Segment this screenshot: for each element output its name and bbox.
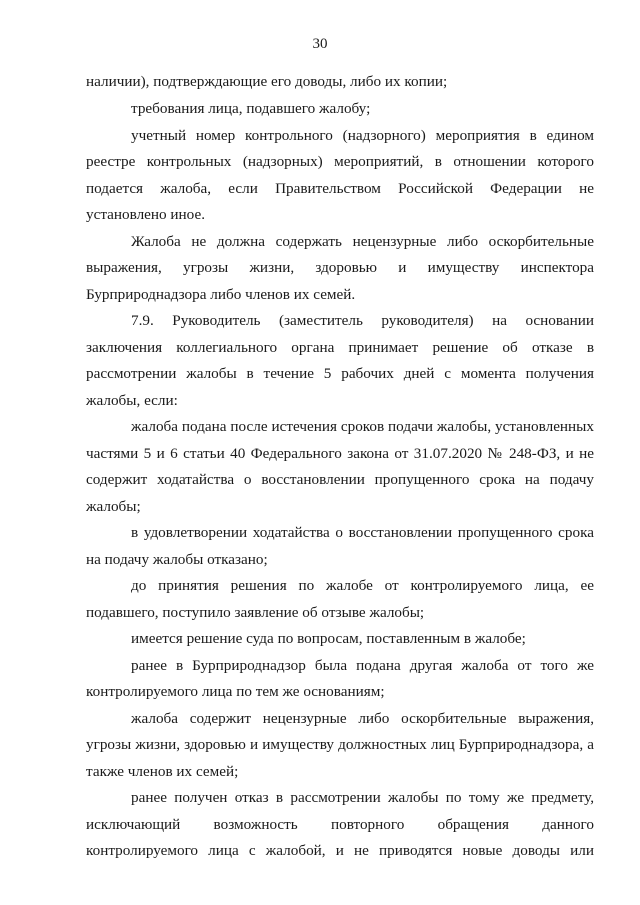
text-line: требования лица, подавшего жалобу;: [131, 100, 371, 117]
text-line: до принятия решения по жалобе от контролируемого лица, ее: [131, 577, 594, 594]
text-line: установлено иное.: [86, 206, 206, 223]
text-line: содержит ходатайства о восстановлении пропущенного срока на подачу: [86, 471, 594, 488]
text-line: наличии), подтверждающие его доводы, либо их копии;: [86, 73, 448, 90]
text-line: Жалоба не должна содержать нецензурные либо оскорбительные: [131, 233, 594, 250]
text-line: 7.9. Руководитель (заместитель руководителя) на основании: [131, 312, 594, 329]
text-line: учетный номер контрольного (надзорного) мероприятия в едином: [131, 127, 594, 144]
text-line: выражения, угрозы жизни, здоровью и имуществу инспектора: [86, 259, 594, 276]
text-line: подавшего, поступило заявление об отзыве жалобы;: [86, 604, 425, 621]
text-line: Бурприроднадзора либо членов их семей.: [86, 286, 356, 303]
text-line: ранее получен отказ в рассмотрении жалобы по тому же предмету,: [131, 789, 594, 806]
text-line: ранее в Бурприроднадзор была подана другая жалоба от того же: [131, 657, 594, 674]
text-line: жалобы;: [86, 498, 141, 515]
text-line: на подачу жалобы отказано;: [86, 551, 268, 568]
text-line: рассмотрении жалобы в течение 5 рабочих дней с момента получения: [86, 365, 594, 382]
text-line: контролируемого лица по тем же основаниям;: [86, 683, 385, 700]
text-line: контролируемого лица с жалобой, и не приводятся новые доводы или: [86, 842, 594, 859]
text-line: также членов их семей;: [86, 763, 239, 780]
text-line: реестре контрольных (надзорных) мероприятий, в отношении которого: [86, 153, 594, 170]
text-line: исключающий возможность повторного обращения данного: [86, 816, 594, 833]
text-line: заключения коллегиального органа принимает решение об отказе в: [86, 339, 594, 356]
text-line: жалобы, если:: [86, 392, 178, 409]
text-line: угрозы жизни, здоровью и имуществу должностных лиц Бурприроднадзора, а: [86, 736, 594, 753]
text-line: имеется решение суда по вопросам, поставленным в жалобе;: [131, 630, 526, 647]
text-line: жалоба содержит нецензурные либо оскорбительные выражения,: [131, 710, 594, 727]
text-line: частями 5 и 6 статьи 40 Федерального закона от 31.07.2020 № 248-ФЗ, и не: [86, 445, 594, 462]
text-line: жалоба подана после истечения сроков подачи жалобы, установленных: [131, 418, 594, 435]
text-line: в удовлетворении ходатайства о восстановлении пропущенного срока: [131, 524, 594, 541]
text-line: подается жалоба, если Правительством Российской Федерации не: [86, 180, 594, 197]
page-number: 30: [312, 36, 328, 52]
